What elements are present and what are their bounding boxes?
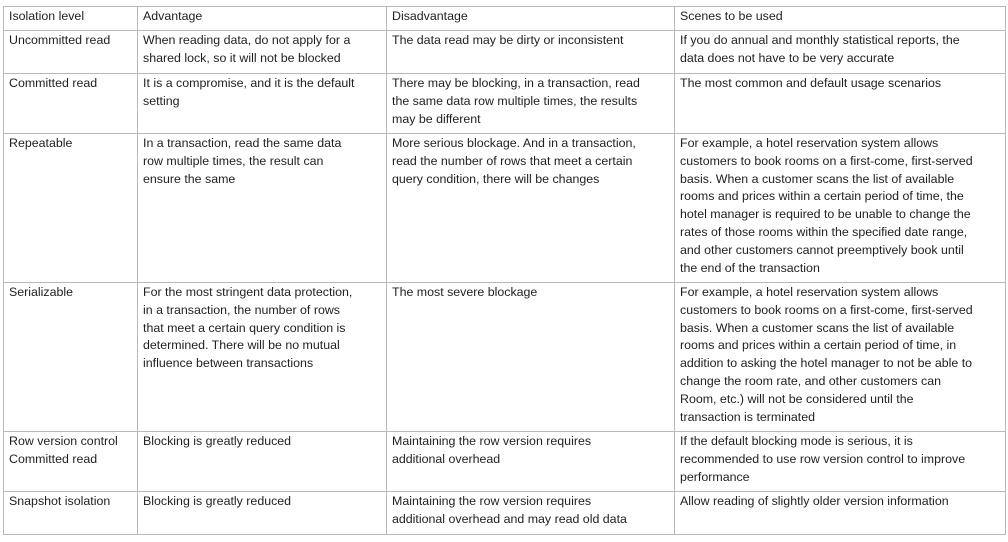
cell-advantage: In a transaction, read the same data row multiple times, the result can ensure the same	[138, 134, 387, 283]
cell-scenes: If the default blocking mode is serious, it is recommended to use row version control to improve performance	[675, 432, 1006, 492]
cell-scenes: If you do annual and monthly statistical reports, the data does not have to be very accurate	[675, 31, 1006, 74]
cell-scenes: For example, a hotel reservation system allows customers to book rooms on a first-come, first-served basis. When a customer scans the list of available rooms and prices within a certain period of time, in addition to asking the hotel manager to not be able to change the room rate, and other customers can Room, etc.) will not be considered until the transaction is terminated	[675, 283, 1006, 432]
cell-isolation-level: Row version control Committed read	[4, 432, 138, 492]
cell-disadvantage: The most severe blockage	[387, 283, 675, 432]
table-header-row	[4, 7, 1006, 31]
header-isolation-level: Isolation level	[4, 7, 138, 31]
table-row	[4, 432, 1006, 492]
cell-advantage: Blocking is greatly reduced	[138, 432, 387, 492]
cell-isolation-level: Committed read	[4, 74, 138, 134]
cell-isolation-level: Repeatable	[4, 134, 138, 283]
cell-advantage: When reading data, do not apply for a shared lock, so it will not be blocked	[138, 31, 387, 74]
cell-isolation-level: Snapshot isolation	[4, 492, 138, 535]
cell-advantage: It is a compromise, and it is the default setting	[138, 74, 387, 134]
cell-disadvantage: More serious blockage. And in a transaction, read the number of rows that meet a certain query condition, there will be changes	[387, 134, 675, 283]
cell-advantage: For the most stringent data protection, in a transaction, the number of rows that meet a certain query condition is determined. There will be no mutual influence between transactions	[138, 283, 387, 432]
cell-disadvantage: Maintaining the row version requires additional overhead	[387, 432, 675, 492]
cell-disadvantage: Maintaining the row version requires additional overhead and may read old data	[387, 492, 675, 535]
isolation-levels-table	[3, 6, 1006, 535]
cell-isolation-level: Uncommitted read	[4, 31, 138, 74]
cell-isolation-level: Serializable	[4, 283, 138, 432]
cell-advantage: Blocking is greatly reduced	[138, 492, 387, 535]
table-row	[4, 134, 1006, 283]
cell-scenes: For example, a hotel reservation system allows customers to book rooms on a first-come, first-served basis. When a customer scans the list of available rooms and prices within a certain period of time, the hotel manager is required to be unable to change the rates of those rooms within the specified date range, and other customers cannot preemptively book until the end of the transaction	[675, 134, 1006, 283]
table-row	[4, 492, 1006, 535]
table-row	[4, 74, 1006, 134]
cell-scenes: The most common and default usage scenarios	[675, 74, 1006, 134]
header-disadvantage: Disadvantage	[387, 7, 675, 31]
cell-scenes: Allow reading of slightly older version information	[675, 492, 1006, 535]
table-row	[4, 283, 1006, 432]
table-row	[4, 31, 1006, 74]
header-advantage: Advantage	[138, 7, 387, 31]
cell-disadvantage: The data read may be dirty or inconsistent	[387, 31, 675, 74]
header-scenes-to-be-used: Scenes to be used	[675, 7, 1006, 31]
cell-disadvantage: There may be blocking, in a transaction, read the same data row multiple times, the results may be different	[387, 74, 675, 134]
